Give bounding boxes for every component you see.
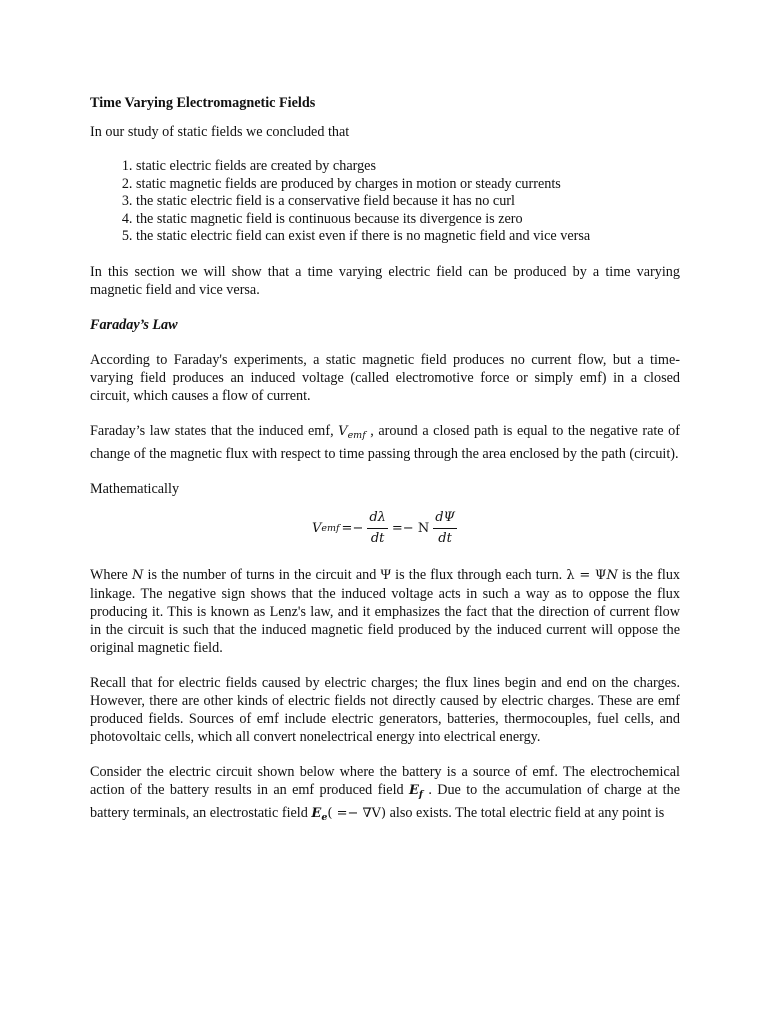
lambda-equation: λ = Ψ bbox=[566, 567, 607, 583]
ee-symbol: E bbox=[311, 805, 322, 821]
faraday-equation bbox=[90, 506, 680, 556]
list-item: 1. static electric fields are created by charges bbox=[136, 158, 680, 176]
ee-expression: ( =− ∇V) bbox=[327, 805, 387, 821]
list-item: 2. static magnetic fields are produced by charges in motion or steady currents bbox=[136, 176, 680, 194]
eq-frac1-denominator: dt bbox=[370, 531, 385, 547]
consider-paragraph bbox=[90, 763, 680, 827]
ee-subscript: e bbox=[321, 811, 328, 823]
law-text-after: , around a closed path is equal to the negative rate of change of the magnetic flux with respect to time passing through the area enclosed by the path (circuit). bbox=[90, 422, 680, 462]
eq-fraction-1 bbox=[367, 508, 388, 549]
document-body bbox=[90, 94, 680, 844]
list-item: 4. the static magnetic field is continuous because its divergence is zero bbox=[136, 211, 680, 229]
n-symbol-2: N bbox=[606, 567, 618, 583]
eq-lhs-subscript: emf bbox=[321, 522, 340, 534]
consider-text-1: Consider the electric circuit shown below where the battery is a source of emf. The electrochemical action of the battery results in an emf produced field bbox=[90, 763, 680, 798]
faradays-law-heading: Faraday’s Law bbox=[90, 316, 178, 333]
law-text-before: Faraday’s law states that the induced emf, bbox=[90, 422, 339, 439]
eq-fraction-2 bbox=[433, 508, 457, 549]
list-item: 3. the static electric field is a conservative field because it has no curl bbox=[136, 193, 680, 211]
recall-paragraph: Recall that for electric fields caused by electric charges; the flux lines begin and end on the charges. However, there are other kinds of electric fields not directly caused by electric charges. These are emf produced fields. Sources of emf include electric generators, batteries, thermocouples, fuel cells, and photovoltaic cells, which all convert nonelectrical energy into electrical energy. bbox=[90, 674, 680, 745]
where-text-3: is the flux linkage. The negative sign shows that the induced voltage acts in such a way as to oppose the flux producing it. This is known as Lenz's law, and it emphasizes the fact that the direction of current flow in the circuit is such that the induced magnetic field produced by the induced current will oppose the original magnetic field. bbox=[90, 566, 681, 656]
eq-equals-1: =− bbox=[341, 520, 364, 536]
where-text-1: Where bbox=[90, 566, 132, 583]
eq-frac2-numerator: dΨ bbox=[433, 508, 457, 529]
n-symbol: N bbox=[131, 567, 144, 583]
page-title: Time Varying Electromagnetic Fields bbox=[90, 95, 316, 111]
static-fields-list bbox=[90, 158, 680, 246]
eq-frac2-denominator: dt bbox=[438, 531, 452, 547]
law-paragraph bbox=[90, 422, 680, 463]
consider-text-2: . Due to the accumulation of charge at the battery terminals, an electrostatic field bbox=[90, 781, 680, 821]
list-item: 5. the static electric field can exist even if there is no magnetic field and vice versa bbox=[136, 228, 680, 246]
consider-text-3: also exists. The total electric field at any point is bbox=[386, 804, 665, 821]
vemf-subscript: emf bbox=[347, 429, 366, 441]
section-paragraph: In this section we will show that a time varying electric field can be produced by a time varying magnetic field and vice versa. bbox=[90, 263, 680, 298]
intro-paragraph: In our study of static fields we concluded that bbox=[90, 124, 350, 140]
experiments-paragraph: According to Faraday's experiments, a static magnetic field produces no current flow, but a time-varying field produces an induced voltage (called electromotive force or simply emf) in a closed circuit, which causes a flow of current. bbox=[90, 351, 680, 404]
where-paragraph bbox=[90, 566, 680, 657]
ef-subscript: f bbox=[418, 788, 423, 800]
vemf-symbol: V bbox=[338, 423, 348, 439]
eq-frac1-numerator: dλ bbox=[367, 508, 388, 529]
where-text-2: is the number of turns in the circuit and Ψ is the flux through each turn. bbox=[143, 566, 567, 583]
eq-equals-2: =− N bbox=[391, 520, 430, 536]
eq-lhs: V bbox=[312, 520, 322, 536]
mathematically-label: Mathematically bbox=[90, 480, 180, 497]
ef-symbol: E bbox=[408, 782, 419, 798]
